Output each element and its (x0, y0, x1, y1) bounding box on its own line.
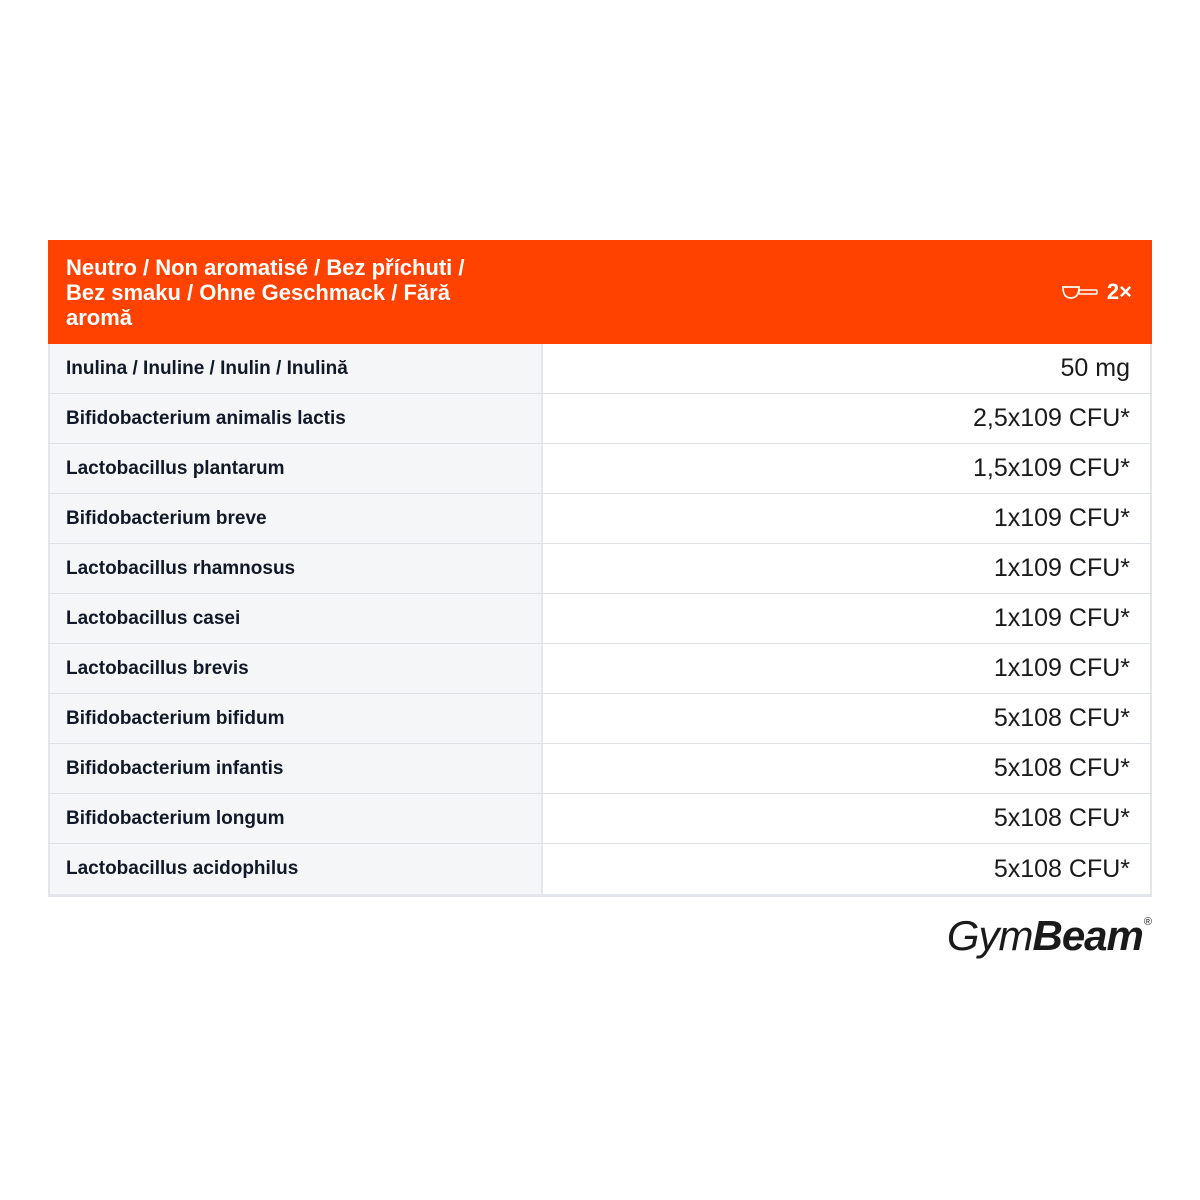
ingredient-name: Lactobacillus plantarum (48, 444, 543, 493)
table-row (48, 794, 1152, 844)
table-row (48, 644, 1152, 694)
ingredient-name: Lactobacillus casei (48, 594, 543, 643)
flavor-title: Neutro / Non aromatisé / Bez příchuti / Bez smaku / Ohne Geschmack / Fără aromă (66, 254, 465, 330)
table-header (48, 240, 1152, 344)
ingredient-amount: 1x109 CFU* (543, 594, 1152, 643)
ingredient-name: Bifidobacterium bifidum (48, 694, 543, 743)
dose-count: 2× (1106, 279, 1132, 304)
table-row (48, 394, 1152, 444)
ingredient-amount: 5x108 CFU* (543, 844, 1152, 894)
table-row (48, 494, 1152, 544)
ingredient-amount: 1x109 CFU* (543, 644, 1152, 693)
ingredient-amount: 2,5x109 CFU* (543, 394, 1152, 443)
ingredient-amount: 1,5x109 CFU* (543, 444, 1152, 493)
ingredient-name: Bifidobacterium breve (48, 494, 543, 543)
dose-indicator (1061, 279, 1132, 305)
table-row (48, 694, 1152, 744)
table-row (48, 744, 1152, 794)
ingredient-name: Bifidobacterium animalis lactis (48, 394, 543, 443)
ingredient-name: Bifidobacterium longum (48, 794, 543, 843)
table-row (48, 344, 1152, 394)
ingredient-name: Bifidobacterium infantis (48, 744, 543, 793)
ingredient-amount: 5x108 CFU* (543, 794, 1152, 843)
table-row (48, 594, 1152, 644)
ingredient-name: Lactobacillus rhamnosus (48, 544, 543, 593)
table-row (48, 544, 1152, 594)
ingredient-amount: 5x108 CFU* (543, 744, 1152, 793)
gymbeam-logo (947, 912, 1152, 960)
ingredient-name: Lactobacillus acidophilus (48, 844, 543, 894)
scoop-icon (1061, 282, 1099, 302)
ingredient-amount: 1x109 CFU* (543, 544, 1152, 593)
nutrition-table (48, 240, 1152, 897)
ingredient-amount: 50 mg (543, 344, 1152, 393)
registered-mark: ® (1143, 916, 1152, 928)
logo-text-beam: Beam (1032, 912, 1143, 959)
table-body (48, 344, 1152, 894)
table-row (48, 844, 1152, 894)
ingredient-name: Lactobacillus brevis (48, 644, 543, 693)
table-row (48, 444, 1152, 494)
logo-text-gym: Gym (946, 912, 1033, 959)
ingredient-amount: 5x108 CFU* (543, 694, 1152, 743)
ingredient-amount: 1x109 CFU* (543, 494, 1152, 543)
ingredient-name: Inulina / Inuline / Inulin / Inulină (48, 344, 543, 393)
